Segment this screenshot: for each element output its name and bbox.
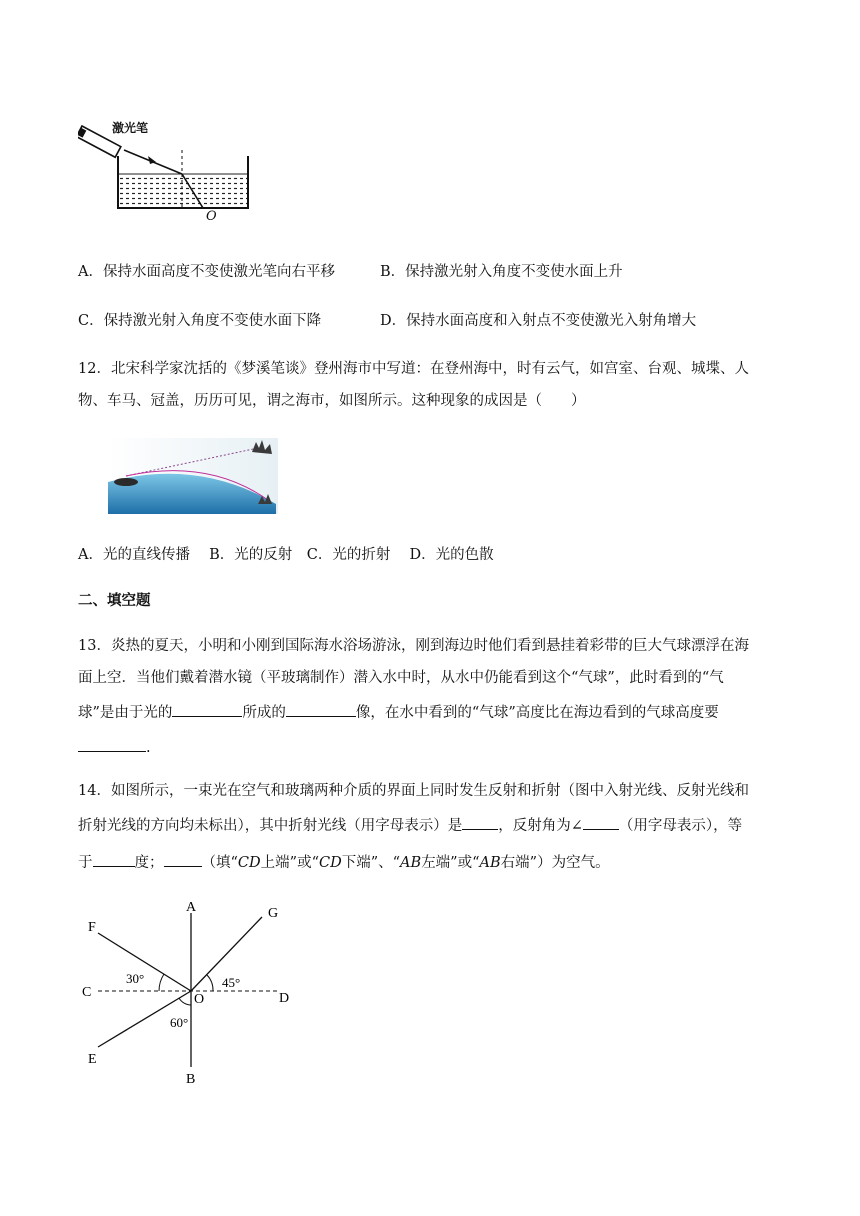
q14-line3 [78,850,610,873]
arc-30 [159,974,164,991]
q14-line2 [78,813,742,836]
q13-line3 [78,700,719,723]
label-g: G [268,906,279,921]
q14-line3-e: 下端”、“ [341,855,401,871]
arc-45 [207,975,213,991]
q14-line2-a: 折射光线的方向均未标出），其中折射光线（用字母表示）是 [78,818,463,834]
q14-line3-g: 右端”）为空气。 [500,855,610,871]
q11-option-a: A．保持水面高度不变使激光笔向右平移 [78,264,335,280]
q14-line3-a: 于 [78,855,93,871]
q14-line3-f: 左端”或“ [421,855,480,871]
label-d: D [279,991,290,1006]
label-f: F [88,920,96,935]
arc-60 [179,998,191,1005]
q13-line2: 面上空．当他们戴着潜水镜（平玻璃制作）潜入水中时，从水中仍能看到这个“气球”，此时看到的“气 [78,670,724,686]
q13-line4-end: . [146,740,151,756]
refraction-diagram [80,895,300,1090]
angle-60-label: 60° [170,1015,189,1030]
q14-line3-b: 度； [134,855,164,871]
angle-30-label: 30° [126,971,145,986]
mirage-figure [108,438,278,514]
q13-blank-2[interactable] [286,700,356,717]
label-c: C [82,985,92,1000]
q14-line1: 14．如图所示，一束光在空气和玻璃两种介质的界面上同时发生反射和折射（图中入射光线、反射光线和 [78,783,749,799]
section-title: 二、填空题 [78,592,151,609]
q11-option-b: B．保持激光射入角度不变使水面上升 [380,264,623,280]
label-b: B [186,1072,196,1087]
q12-line1: 12．北宋科学家沈括的《梦溪笔谈》登州海市中写道：在登州海中，时有云气，如宫室、台观、城堞、人 [78,361,749,377]
q14-line3-d: 上端”或“ [260,855,319,871]
point-o-label: O [206,209,217,224]
angle-45-label: 45° [222,975,241,990]
q11-option-c: C．保持激光射入角度不变使水面下降 [78,313,322,329]
q14-cd-1: CD [237,855,261,871]
q14-blank-4[interactable] [164,850,202,867]
q13-line3-a: 球”是由于光的 [78,705,173,721]
label-a: A [186,900,197,915]
laser-tank-figure [78,116,268,226]
laser-pen-label: 激光笔 [112,121,149,135]
q14-line2-c: （用字母表示），等 [618,818,743,834]
label-e: E [88,1052,97,1067]
q12-line2: 物、车马、冠盖，历历可见，谓之海市，如图所示。这种现象的成因是（ ） [78,393,586,409]
q13-line1: 13．炎热的夏天，小明和小刚到国际海水浴场游泳，刚到海边时他们看到悬挂着彩带的巨大气球漂浮在海 [78,638,749,654]
q13-line4 [78,735,151,758]
q14-line2-b: ，反射角为∠ [498,818,583,834]
q14-ab-1: AB [400,855,422,871]
q14-cd-2: CD [318,855,342,871]
q14-ab-2: AB [479,855,501,871]
q13-line3-c: 像，在水中看到的“气球”高度比在海边看到的气球高度要 [355,705,719,721]
q13-line3-b: 所成的 [242,705,286,721]
q11-option-d: D．保持水面高度和入射点不变使激光入射角增大 [380,313,697,329]
water [119,174,247,207]
q13-blank-3[interactable] [78,735,146,752]
q14-blank-1[interactable] [462,813,498,830]
q12-options: A．光的直线传播 B．光的反射 C．光的折射 D．光的色散 [78,547,494,563]
q14-blank-3[interactable] [93,850,135,867]
q14-blank-2[interactable] [583,813,619,830]
label-o: O [194,992,205,1007]
q13-blank-1[interactable] [172,700,242,717]
ray-fo [98,933,191,991]
observer-rock [114,478,138,486]
q14-line3-c: （填“ [201,855,238,871]
